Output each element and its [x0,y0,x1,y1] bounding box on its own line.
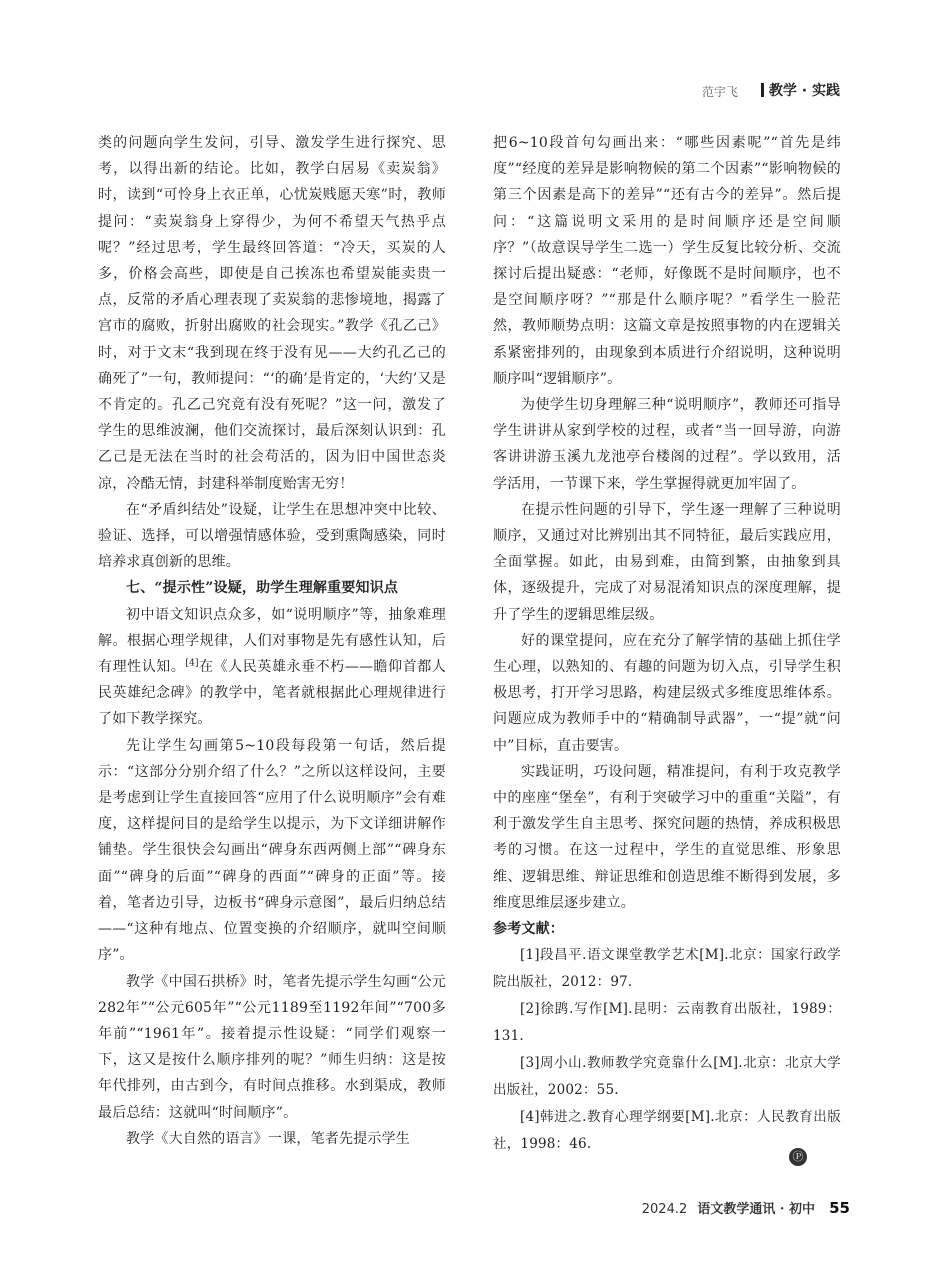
paragraph: 为使学生切身理解三种“说明顺序”，教师还可指导学生讲讲从家到学校的过程，或者“当一回导游，向游客讲讲游玉溪九龙池亭台楼阁的过程”。学以致用，活学活用，一节课下来，学生掌握得就更加牢固了。 [493,397,841,492]
right-column [493,130,841,1158]
page-footer [642,1198,850,1218]
header-section-label: 教学 · 实践 [768,83,840,99]
paragraph: 实践证明，巧设问题，精准提问，有利于攻克教学中的座座“堡垒”，有利于突破学习中的重重“关隘”，有利于激发学生自主思考、探究问题的热情，养成积极思考的习惯。在这一过程中，学生的直觉思维、形象思维、逻辑思维、辩证思维和创造思维不断得到发展，多维度思维层逐步建立。 [493,763,841,911]
footer-issue: 2024.2 [641,1202,688,1217]
reference-item: [4]韩进之.教育心理学纲要[M].北京：人民教育出版社，1998：46. [493,1109,841,1153]
reference-item: [2]徐鹍.写作[M].昆明：云南教育出版社，1989：131. [493,1001,841,1045]
reference-item: [3]周小山.教师教学究竟靠什么[M].北京：北京大学出版社，2002：55. [493,1055,841,1099]
page-number: 55 [829,1199,850,1217]
references-heading: 参考文献： [493,921,564,938]
paragraph-text: 初中语文知识点众多，如“说明顺序”等，抽象难理解。根据心理学规律，人们对事物是先有感性认知，后有理性认知。 [98,606,446,676]
paragraph: 类的问题向学生发问，引导、激发学生进行探究、思考，以得出新的结论。比如，教学白居易《卖炭翁》时，读到“可怜身上衣正单，心忧炭贱愿天寒”时，教师提问：“卖炭翁身上穿得少，为何不希望天气热乎点呢？”经过思考，学生最终回答道：“冷天，买炭的人多，价格会高些，即使是自己挨冻也希望炭能卖贵一点，反常的矛盾心理表现了卖炭翁的悲惨境地，揭露了宫市的腐败，折射出腐败的社会现实。”教学《孔乙己》时，对于文末“我到现在终于没有见——大约孔乙己的确死了”一句，教师提问：“‘的确’是肯定的，‘大约’又是不肯定的。孔乙己究竟有没有死呢？”这一问，激发了学生的思维波澜，他们交流探讨，最后深刻认识到：孔乙己是无法在当时的社会苟活的，因为旧中国世态炎凉，冷酷无情，封建科举制度贻害无穷！ [98,135,446,492]
running-header [100,80,840,102]
paragraph [98,602,446,733]
article-end-mark-icon: Ⓟ [789,1148,807,1166]
paragraph: 教学《中国石拱桥》时，笔者先提示学生勾画“公元282年”“公元605年”“公元1189至1192年间”“700多年前”“1961年”。接着提示性设疑：“同学们观察一下，这又是按什么顺序排列的呢？”师生归纳：这是按年代排列，由古到今，有时间点推移。水到渠成，教师最后总结：这就叫“时间顺序”。 [98,973,446,1121]
paragraph: 在“矛盾纠结处”设疑，让学生在思想冲突中比较、验证、选择，可以增强情感体验，受到熏陶感染，同时培养求真创新的思维。 [98,501,446,571]
left-column [98,130,446,1152]
paragraph: 在提示性问题的引导下，学生逐一理解了三种说明顺序，又通过对比辨别出其不同特征，最后实践应用，全面掌握。如此，由易到难，由简到繁，由抽象到具体，逐级提升，完成了对易混淆知识点的深度理解，提升了学生的逻辑思维层级。 [493,501,841,623]
paragraph-text: 在《人民英雄永垂不朽——瞻仰首都人民英雄纪念碑》的教学中，笔者就根据此心理规律进行了如下教学探究。 [98,659,446,728]
citation-marker: [4] [185,658,199,669]
reference-item: [1]段昌平.语文课堂教学艺术[M].北京：国家行政学院出版社，2012：97. [493,947,841,991]
paragraph: 先让学生勾画第5~10段每段第一句话，然后提示：“这部分分别介绍了什么？”之所以这样设问，主要是考虑到让学生直接回答“应用了什么说明顺序”会有难度，这样提问目的是给学生以提示，为下文详细讲解作铺垫。学生很快会勾画出“碑身东西两侧上部”“碑身东面”“碑身的后面”“碑身的西面”“碑身的正面”等。接着，笔者边引导，边板书“碑身示意图”，最后归纳总结——“这种有地点、位置变换的介绍顺序，就叫空间顺序”。 [98,737,446,964]
header-section [761,80,840,100]
header-author: 范宇飞 [701,85,738,99]
section-heading: 七、“提示性”设疑，助学生理解重要知识点 [126,580,399,597]
footer-journal: 语文教学通讯 · 初中 [697,1202,815,1217]
paragraph: 教学《大自然的语言》一课，笔者先提示学生 [126,1130,410,1147]
section-bar [761,83,764,97]
paragraph: 好的课堂提问，应在充分了解学情的基础上抓住学生心理，以熟知的、有趣的问题为切入点，引导学生积极思考，打开学习思路，构建层级式多维度思维体系。问题应成为教师手中的“精确制导武器”，一“提”就“问中”目标，直击要害。 [493,632,841,754]
paragraph: 把6~10段首句勾画出来：“哪些因素呢”“首先是纬度”“经度的差异是影响物候的第二个因素”“影响物候的第三个因素是高下的差异”“还有古今的差异”。然后提问：“这篇说明文采用的是时间顺序还是空间顺序？”（故意误导学生二选一）学生反复比较分析、交流探讨后提出疑惑：“老师，好像既不是时间顺序，也不是空间顺序呀？”“那是什么顺序呢？”看学生一脸茫然，教师顺势点明：这篇文章是按照事物的内在逻辑关系紧密排列的，由现象到本质进行介绍说明，这种说明顺序叫“逻辑顺序”。 [493,135,841,387]
